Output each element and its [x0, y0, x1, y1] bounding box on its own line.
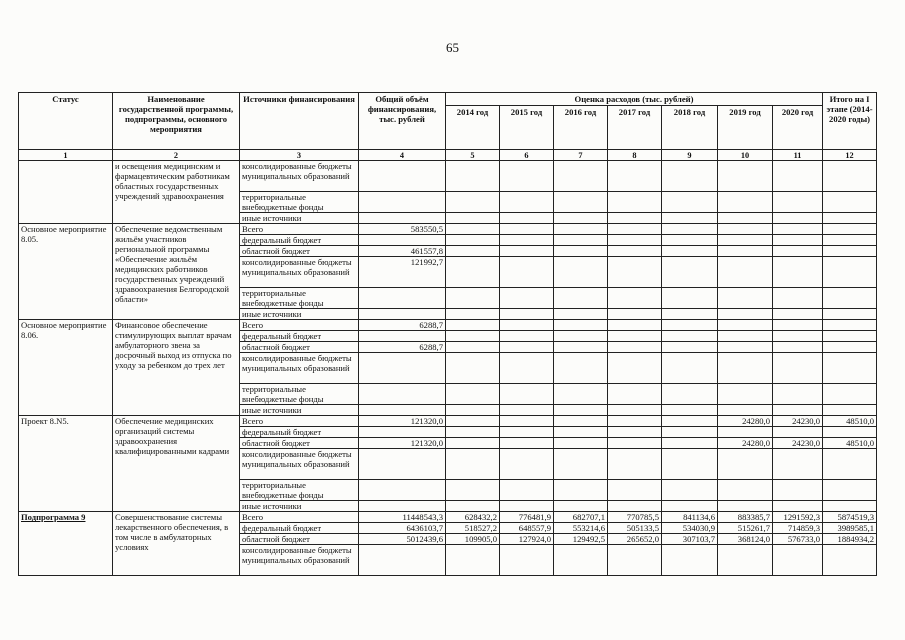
header-year: 2018 год: [662, 106, 718, 150]
total-volume: 461557,8: [359, 246, 446, 257]
row-status-text: Основное мероприятие 8.05.: [21, 224, 107, 244]
itogo-value: [823, 309, 877, 320]
year-value: 682707,1: [554, 512, 608, 523]
year-value: [718, 288, 773, 309]
year-value: [500, 545, 554, 576]
year-value: [608, 320, 662, 331]
itogo-value: [823, 192, 877, 213]
year-value: [773, 320, 823, 331]
total-volume: [359, 309, 446, 320]
year-value: [554, 416, 608, 427]
budget-table: [18, 92, 877, 576]
year-value: [773, 224, 823, 235]
header-expense-estimate: Оценка расходов (тыс. рублей): [446, 93, 823, 106]
year-value: [773, 501, 823, 512]
row-program-name: и освещения медицинским и фармацевтическим работникам областных государственных учреждений здравоохранения: [113, 161, 240, 224]
year-value: 1291592,3: [773, 512, 823, 523]
year-value: [446, 384, 500, 405]
column-number: 4: [359, 150, 446, 161]
year-value: [608, 501, 662, 512]
year-value: [608, 246, 662, 257]
year-value: [608, 309, 662, 320]
row-program-name: Финансовое обеспечение стимулирующих выплат врачам амбулаторного звена за досрочный выход из отпуска по уходу за ребенком до трех лет: [113, 320, 240, 416]
year-value: [608, 331, 662, 342]
year-value: 368124,0: [718, 534, 773, 545]
year-value: [500, 427, 554, 438]
year-value: 648557,9: [500, 523, 554, 534]
row-program-name: Обеспечение ведомственным жильём участников региональной программы «Обеспечение жильём медицинских работников государственных учреждений здравоохранения Белгородской области»: [113, 224, 240, 320]
year-value: [662, 192, 718, 213]
year-value: [608, 449, 662, 480]
year-value: [500, 213, 554, 224]
header-status: Статус: [19, 93, 113, 150]
year-value: [608, 288, 662, 309]
year-value: [662, 501, 718, 512]
row-status: [19, 224, 113, 320]
itogo-value: [823, 257, 877, 288]
header-year: 2014 год: [446, 106, 500, 150]
year-value: [662, 161, 718, 192]
year-value: [554, 438, 608, 449]
year-value: [446, 342, 500, 353]
total-volume: [359, 449, 446, 480]
total-volume: [359, 405, 446, 416]
year-value: 883385,7: [718, 512, 773, 523]
year-value: [446, 449, 500, 480]
year-value: [608, 416, 662, 427]
column-number: 12: [823, 150, 877, 161]
funding-source: областной бюджет: [240, 342, 359, 353]
total-volume: [359, 384, 446, 405]
year-value: [773, 309, 823, 320]
year-value: [773, 213, 823, 224]
year-value: 505133,5: [608, 523, 662, 534]
year-value: [500, 288, 554, 309]
itogo-value: 48510,0: [823, 416, 877, 427]
year-value: [773, 161, 823, 192]
year-value: [718, 501, 773, 512]
header-year: 2020 год: [773, 106, 823, 150]
itogo-value: [823, 213, 877, 224]
total-volume: 6288,7: [359, 342, 446, 353]
funding-source: областной бюджет: [240, 438, 359, 449]
year-value: [718, 213, 773, 224]
funding-source: иные источники: [240, 213, 359, 224]
funding-source: федеральный бюджет: [240, 331, 359, 342]
year-value: [608, 353, 662, 384]
year-value: [500, 246, 554, 257]
itogo-value: [823, 545, 877, 576]
year-value: [500, 192, 554, 213]
year-value: [446, 438, 500, 449]
row-status: [19, 161, 113, 224]
year-value: [662, 384, 718, 405]
year-value: 518527,2: [446, 523, 500, 534]
row-program-name: Совершенствование системы лекарственного обеспечения, в том числе в амбулаторных условиях: [113, 512, 240, 576]
table-row: [19, 512, 877, 523]
year-value: [500, 257, 554, 288]
funding-source: Всего: [240, 320, 359, 331]
year-value: [662, 235, 718, 246]
table-body: [19, 161, 877, 576]
total-volume: [359, 545, 446, 576]
year-value: [500, 161, 554, 192]
year-value: [773, 192, 823, 213]
itogo-value: 5874519,3: [823, 512, 877, 523]
year-value: [554, 545, 608, 576]
column-number: 3: [240, 150, 359, 161]
year-value: [446, 353, 500, 384]
header-itogo: Итого на I этапе (2014-2020 годы): [823, 93, 877, 150]
total-volume: [359, 161, 446, 192]
year-value: [554, 246, 608, 257]
year-value: [662, 353, 718, 384]
itogo-value: [823, 342, 877, 353]
year-value: [718, 405, 773, 416]
column-number: 1: [19, 150, 113, 161]
year-value: 553214,6: [554, 523, 608, 534]
year-value: [500, 501, 554, 512]
year-value: [608, 213, 662, 224]
funding-source: территориальные внебюджетные фонды: [240, 192, 359, 213]
year-value: [554, 309, 608, 320]
year-value: 841134,6: [662, 512, 718, 523]
year-value: [500, 235, 554, 246]
funding-source: Всего: [240, 512, 359, 523]
year-value: [446, 288, 500, 309]
year-value: [446, 257, 500, 288]
year-value: 534030,9: [662, 523, 718, 534]
year-value: [446, 224, 500, 235]
year-value: [554, 235, 608, 246]
header-total-volume: Общий объём финансирования, тыс. рублей: [359, 93, 446, 150]
row-status: [19, 416, 113, 512]
year-value: [718, 161, 773, 192]
year-value: [500, 416, 554, 427]
itogo-value: [823, 224, 877, 235]
column-number: 6: [500, 150, 554, 161]
year-value: [554, 161, 608, 192]
year-value: [554, 192, 608, 213]
total-volume: 121320,0: [359, 438, 446, 449]
year-value: [608, 427, 662, 438]
year-value: 628432,2: [446, 512, 500, 523]
year-value: [446, 213, 500, 224]
year-value: 24230,0: [773, 416, 823, 427]
year-value: [718, 192, 773, 213]
total-volume: 583550,5: [359, 224, 446, 235]
total-volume: [359, 192, 446, 213]
year-value: [500, 353, 554, 384]
year-value: 770785,5: [608, 512, 662, 523]
year-value: 576733,0: [773, 534, 823, 545]
year-value: [662, 213, 718, 224]
itogo-value: 3989585,1: [823, 523, 877, 534]
year-value: [608, 405, 662, 416]
year-value: [554, 213, 608, 224]
funding-source: иные источники: [240, 405, 359, 416]
total-volume: [359, 427, 446, 438]
itogo-value: [823, 320, 877, 331]
total-volume: 6436103,7: [359, 523, 446, 534]
year-value: [446, 161, 500, 192]
itogo-value: [823, 384, 877, 405]
year-value: [500, 224, 554, 235]
year-value: [554, 501, 608, 512]
year-value: [446, 309, 500, 320]
year-value: [446, 480, 500, 501]
year-value: [500, 480, 554, 501]
funding-source: Всего: [240, 416, 359, 427]
year-value: [773, 384, 823, 405]
year-value: 714859,3: [773, 523, 823, 534]
year-value: [718, 246, 773, 257]
year-value: 109905,0: [446, 534, 500, 545]
itogo-value: [823, 427, 877, 438]
year-value: [662, 438, 718, 449]
year-value: [446, 192, 500, 213]
year-value: [718, 353, 773, 384]
funding-source: консолидированные бюджеты муниципальных образований: [240, 257, 359, 288]
total-volume: [359, 501, 446, 512]
year-value: [500, 384, 554, 405]
table-row: [19, 416, 877, 427]
year-value: [446, 416, 500, 427]
itogo-value: 48510,0: [823, 438, 877, 449]
funding-source: иные источники: [240, 309, 359, 320]
itogo-value: [823, 288, 877, 309]
year-value: [773, 427, 823, 438]
itogo-value: [823, 235, 877, 246]
year-value: 24280,0: [718, 438, 773, 449]
page-number: 65: [446, 40, 459, 55]
year-value: [500, 320, 554, 331]
year-value: [446, 545, 500, 576]
year-value: [446, 501, 500, 512]
year-value: [662, 288, 718, 309]
row-status-text: Подпрограмма 9: [21, 512, 86, 522]
year-value: [554, 331, 608, 342]
itogo-value: [823, 161, 877, 192]
year-value: [662, 545, 718, 576]
funding-source: Всего: [240, 224, 359, 235]
itogo-value: [823, 480, 877, 501]
year-value: [446, 405, 500, 416]
year-value: [662, 416, 718, 427]
itogo-value: [823, 449, 877, 480]
funding-source: федеральный бюджет: [240, 427, 359, 438]
year-value: [718, 545, 773, 576]
year-value: [500, 331, 554, 342]
column-number: 11: [773, 150, 823, 161]
year-value: [773, 235, 823, 246]
year-value: 776481,9: [500, 512, 554, 523]
header-year: 2016 год: [554, 106, 608, 150]
year-value: [608, 342, 662, 353]
itogo-value: 1884934,2: [823, 534, 877, 545]
year-value: [718, 480, 773, 501]
year-value: [608, 161, 662, 192]
year-value: [773, 331, 823, 342]
column-number: 7: [554, 150, 608, 161]
year-value: [446, 235, 500, 246]
year-value: [773, 288, 823, 309]
header-year: 2019 год: [718, 106, 773, 150]
funding-source: территориальные внебюджетные фонды: [240, 480, 359, 501]
year-value: [500, 438, 554, 449]
year-value: [718, 384, 773, 405]
table-row: [19, 161, 877, 192]
row-status: [19, 512, 113, 576]
column-number: 8: [608, 150, 662, 161]
funding-source: федеральный бюджет: [240, 523, 359, 534]
year-value: [773, 545, 823, 576]
year-value: [554, 224, 608, 235]
year-value: [718, 320, 773, 331]
row-status-text: Основное мероприятие 8.06.: [21, 320, 107, 340]
funding-source: федеральный бюджет: [240, 235, 359, 246]
year-value: [446, 427, 500, 438]
year-value: [773, 257, 823, 288]
year-value: [662, 257, 718, 288]
year-value: [662, 342, 718, 353]
table-row: [19, 320, 877, 331]
year-value: [718, 224, 773, 235]
year-value: [608, 480, 662, 501]
funding-source: консолидированные бюджеты муниципальных образований: [240, 161, 359, 192]
column-number: 5: [446, 150, 500, 161]
funding-source: консолидированные бюджеты муниципальных образований: [240, 545, 359, 576]
year-value: [718, 331, 773, 342]
column-number: 9: [662, 150, 718, 161]
year-value: [500, 342, 554, 353]
row-program-name: Обеспечение медицинских организаций системы здравоохранения квалифицированными кадрами: [113, 416, 240, 512]
funding-source: территориальные внебюджетные фонды: [240, 288, 359, 309]
year-value: [446, 320, 500, 331]
column-number: 10: [718, 150, 773, 161]
header-year: 2017 год: [608, 106, 662, 150]
year-value: [554, 427, 608, 438]
year-value: [500, 449, 554, 480]
year-value: 24280,0: [718, 416, 773, 427]
total-volume: [359, 288, 446, 309]
year-value: [446, 331, 500, 342]
header-program-name: Наименование государственной программы, подпрограммы, основного мероприятия: [113, 93, 240, 150]
itogo-value: [823, 331, 877, 342]
year-value: 515261,7: [718, 523, 773, 534]
year-value: [608, 545, 662, 576]
year-value: [773, 480, 823, 501]
year-value: [773, 405, 823, 416]
year-value: [554, 257, 608, 288]
year-value: [662, 427, 718, 438]
year-value: [554, 320, 608, 331]
total-volume: [359, 480, 446, 501]
year-value: [662, 309, 718, 320]
year-value: 129492,5: [554, 534, 608, 545]
year-value: [500, 405, 554, 416]
row-status-text: Проект 8.N5.: [21, 416, 69, 426]
itogo-value: [823, 405, 877, 416]
year-value: [718, 309, 773, 320]
total-volume: 121320,0: [359, 416, 446, 427]
funding-source: областной бюджет: [240, 246, 359, 257]
funding-source: консолидированные бюджеты муниципальных образований: [240, 353, 359, 384]
year-value: [773, 246, 823, 257]
itogo-value: [823, 246, 877, 257]
year-value: [608, 257, 662, 288]
year-value: [608, 224, 662, 235]
year-value: [554, 405, 608, 416]
column-number: 2: [113, 150, 240, 161]
total-volume: 121992,7: [359, 257, 446, 288]
total-volume: [359, 213, 446, 224]
year-value: [662, 320, 718, 331]
total-volume: 11448543,3: [359, 512, 446, 523]
year-value: [608, 192, 662, 213]
funding-source: областной бюджет: [240, 534, 359, 545]
header-year: 2015 год: [500, 106, 554, 150]
year-value: [662, 331, 718, 342]
year-value: [554, 288, 608, 309]
header-funding-sources: Источники финансирования: [240, 93, 359, 150]
year-value: [554, 480, 608, 501]
row-status: [19, 320, 113, 416]
year-value: [718, 427, 773, 438]
year-value: 127924,0: [500, 534, 554, 545]
year-value: [718, 257, 773, 288]
year-value: [773, 449, 823, 480]
year-value: 307103,7: [662, 534, 718, 545]
itogo-value: [823, 501, 877, 512]
year-value: [554, 353, 608, 384]
itogo-value: [823, 353, 877, 384]
year-value: [554, 384, 608, 405]
total-volume: 5012439,6: [359, 534, 446, 545]
year-value: [554, 342, 608, 353]
year-value: [662, 480, 718, 501]
year-value: [446, 246, 500, 257]
year-value: 24230,0: [773, 438, 823, 449]
table-row: [19, 224, 877, 235]
year-value: [608, 235, 662, 246]
year-value: [608, 384, 662, 405]
funding-source: территориальные внебюджетные фонды: [240, 384, 359, 405]
year-value: [608, 438, 662, 449]
year-value: [773, 353, 823, 384]
year-value: [662, 224, 718, 235]
total-volume: [359, 235, 446, 246]
year-value: [718, 235, 773, 246]
year-value: 265652,0: [608, 534, 662, 545]
year-value: [554, 449, 608, 480]
funding-source: иные источники: [240, 501, 359, 512]
year-value: [500, 309, 554, 320]
year-value: [662, 405, 718, 416]
funding-source: консолидированные бюджеты муниципальных образований: [240, 449, 359, 480]
total-volume: 6288,7: [359, 320, 446, 331]
year-value: [773, 342, 823, 353]
year-value: [662, 246, 718, 257]
year-value: [662, 449, 718, 480]
total-volume: [359, 353, 446, 384]
year-value: [718, 342, 773, 353]
total-volume: [359, 331, 446, 342]
year-value: [718, 449, 773, 480]
